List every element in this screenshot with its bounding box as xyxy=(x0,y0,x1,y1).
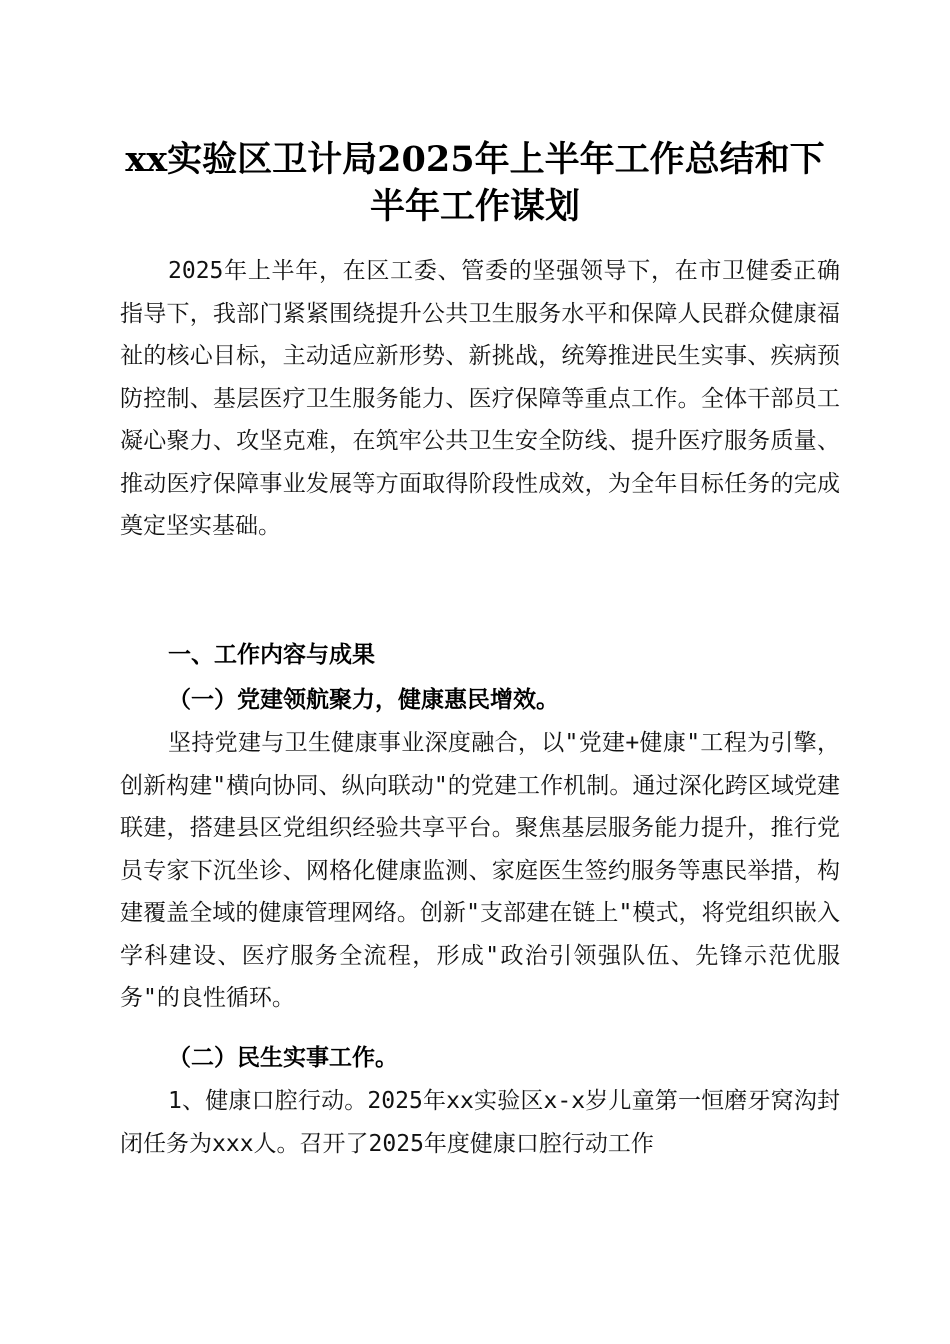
document-title-line-2: 半年工作谋划 xyxy=(369,186,580,227)
subsection-heading-party-building: （一）党建领航聚力，健康惠民增效。 xyxy=(168,687,559,713)
subsection-heading-livelihood: （二）民生实事工作。 xyxy=(168,1045,398,1071)
document-title-line-1: xx实验区卫计局2025年上半年工作总结和下 xyxy=(125,139,825,180)
party-building-paragraph: 坚持党建与卫生健康事业深度融合，以"党建+健康"工程为引擎，创新构建"横向协同、纵向联动"的党建工作机制。通过深化跨区域党建联建，搭建县区党组织经验共享平台。聚焦基层服务能力提升，推行党员专家下沉坐诊、网格化健康监测、家庭医生签约服务等惠民举措，构建覆盖全域的健康管理网络。创新"支部建在链上"模式，将党组织嵌入学科建设、医疗服务全流程，形成"政治引领强队伍、先锋示范优服务"的良性循环。 xyxy=(120,730,840,1011)
oral-health-paragraph: 1、健康口腔行动。2025年xx实验区x-x岁儿童第一恒磨牙窝沟封闭任务为xxx人。召开了2025年度健康口腔行动工作 xyxy=(120,1088,840,1157)
intro-paragraph: 2025年上半年，在区工委、管委的坚强领导下，在市卫健委正确指导下，我部门紧紧围绕提升公共卫生服务水平和保障人民群众健康福祉的核心目标，主动适应新形势、新挑战，统筹推进民生实事、疾病预防控制、基层医疗卫生服务能力、医疗保障等重点工作。全体干部员工凝心聚力、攻坚克难，在筑牢公共卫生安全防线、提升医疗服务质量、推动医疗保障事业发展等方面取得阶段性成效，为全年目标任务的完成奠定坚实基础。 xyxy=(120,258,840,539)
section-heading-work-content: 一、工作内容与成果 xyxy=(168,642,375,668)
